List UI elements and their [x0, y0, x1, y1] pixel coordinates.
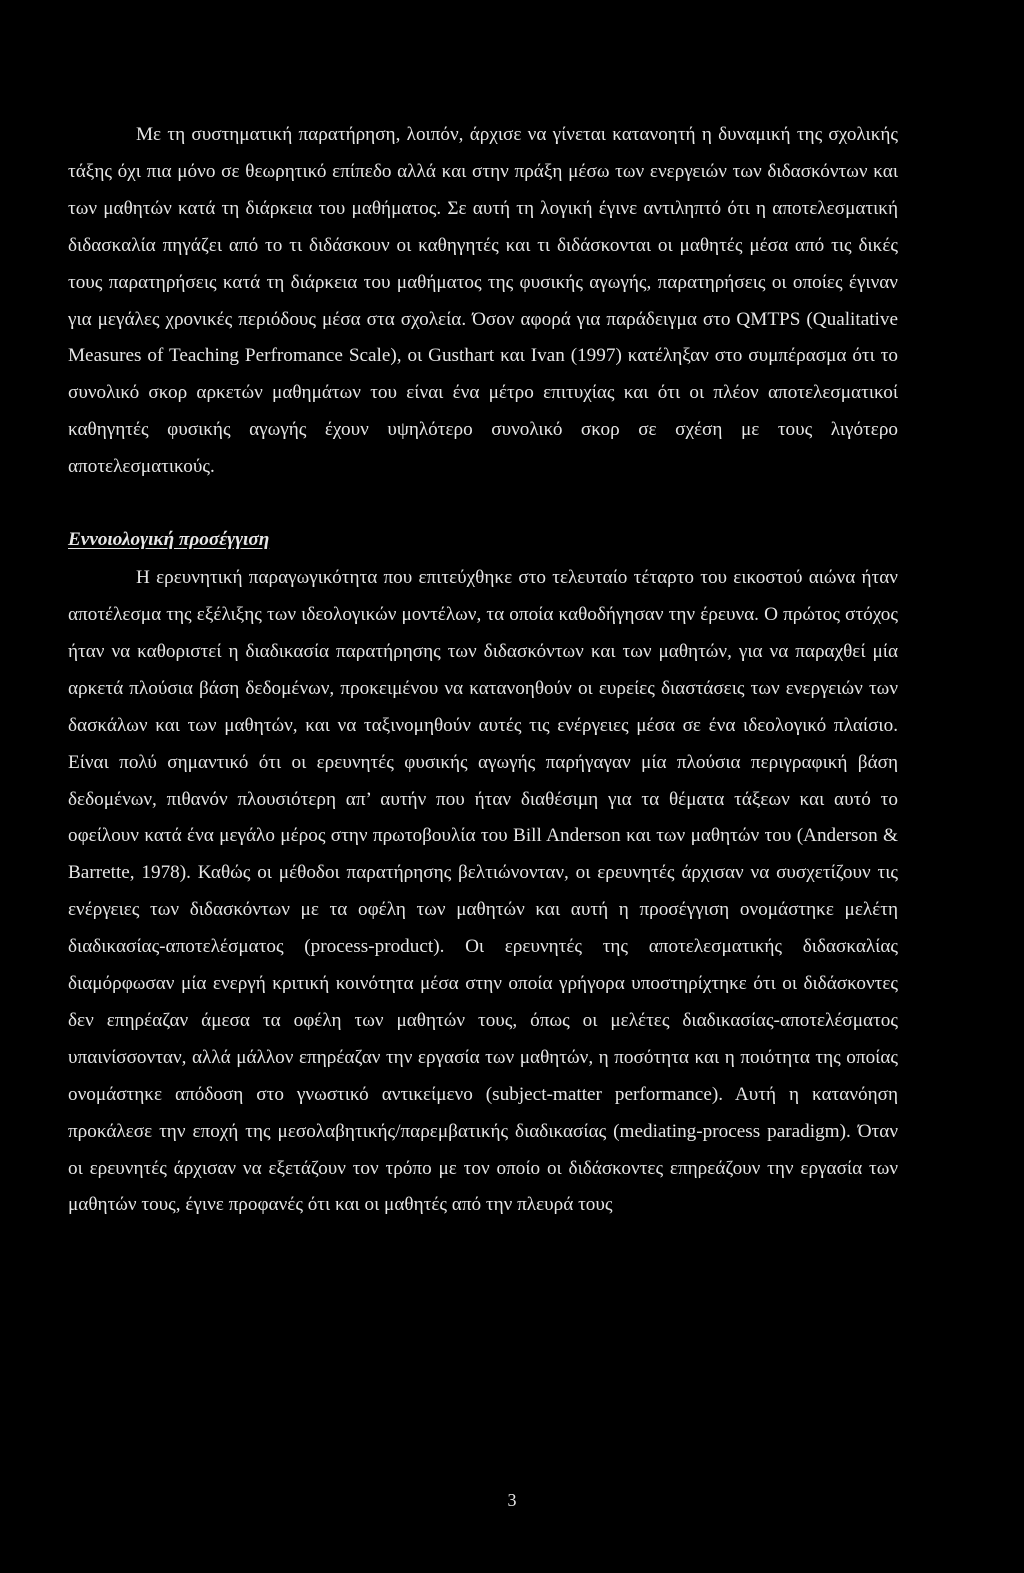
paragraph-observation: Με τη συστηματική παρατήρηση, λοιπόν, άρχισε να γίνεται κατανοητή η δυναμική της σχολικής τάξης όχι πια μόνο σε θεωρητικό επίπεδο αλλά και στην πράξη μέσω των ενεργειών των διδασκόντων και των μαθητών κατά τη διάρκεια του μαθήματος. Σε αυτή τη λογική έγινε αντιληπτό ότι η αποτελεσματική διδασκαλία πηγάζει από το τι διδάσκουν οι καθηγητές και τι διδάσκονται οι μαθητές μέσα από τις δικές τους παρατηρήσεις κατά τη διάρκεια του μαθήματος της φυσικής αγωγής, παρατηρήσεις οι οποίες έγιναν για μεγάλες χρονικές περιόδους μέσα στα σχολεία. Όσον αφορά για παράδειγμα στο QMTPS (Qualitative Measures of Teaching Perfromance Scale), οι Gusthart και Ivan (1997) κατέληξαν στο συμπέρασμα ότι το συνολικό σκορ αρκετών μαθημάτων του είναι ένα μέτρο επιτυχίας και ότι οι πλέον αποτελεσματικοί καθηγητές φυσικής αγωγής έχουν υψηλότερο συνολικό σκορ σε σχέση με τους λιγότερο αποτελεσματικούς. — [68, 124, 898, 478]
document-body — [68, 117, 898, 1224]
page-number: 3 — [507, 1490, 517, 1510]
section-heading: Εννοιολογική προσέγγιση — [68, 529, 270, 551]
paragraph-conceptual-approach: Η ερευνητική παραγωγικότητα που επιτεύχθηκε στο τελευταίο τέταρτο του εικοστού αιώνα ήταν αποτέλεσμα της εξέλιξης των ιδεολογικών μοντέλων, τα οποία καθοδήγησαν την έρευνα. Ο πρώτος στόχος ήταν να καθοριστεί η διαδικασία παρατήρησης των διδασκόντων και των μαθητών, για να παραχθεί μία αρκετά πλούσια βάση δεδομένων, προκειμένου να κατανοηθούν οι ευρείες διαστάσεις των ενεργειών των δασκάλων και των μαθητών, και να ταξινομηθούν αυτές τις ενέργειες μέσα σε ένα ιδεολογικό πλαίσιο. Είναι πολύ σημαντικό ότι οι ερευνητές φυσικής αγωγής παρήγαγαν μία πλούσια περιγραφική βάση δεδομένων, πιθανόν πλουσιότερη απ’ αυτήν που ήταν διαθέσιμη για τα θέματα τάξεων και αυτό το οφείλουν κατά ένα μεγάλο μέρος στην πρωτοβουλία του Bill Anderson και των μαθητών του (Anderson & Barrette, 1978). Καθώς οι μέθοδοι παρατήρησης βελτιώνονταν, οι ερευνητές άρχισαν να συσχετίζουν τις ενέργειες των διδασκόντων με τα οφέλη των μαθητών και αυτή η προσέγγιση ονομάστηκε μελέτη διαδικασίας-αποτελέσματος (process-product). Οι ερευνητές της αποτελεσματικής διδασκαλίας διαμόρφωσαν μία ενεργή κριτική κοινότητα μέσα στην οποία γρήγορα υποστηρίχτηκε ότι οι διδάσκοντες δεν επηρέαζαν άμεσα τα οφέλη των μαθητών τους, όπως οι μελέτες διαδικασίας-αποτελέσματος υπαινίσσονταν, αλλά μάλλον επηρέαζαν την εργασία των μαθητών, η ποσότητα και η ποιότητα της οποίας ονομάστηκε απόδοση στο γνωστικό αντικείμενο (subject-matter performance). Αυτή η κατανόηση προκάλεσε την εποχή της μεσολαβητικής/παρεμβατικής διαδικασίας (mediating-process paradigm). Όταν οι ερευνητές άρχισαν να εξετάζουν τον τρόπο με τον οποίο οι διδάσκοντες επηρεάζουν την εργασία των μαθητών τους, έγινε προφανές ότι και οι μαθητές από την πλευρά τους — [68, 567, 898, 1216]
